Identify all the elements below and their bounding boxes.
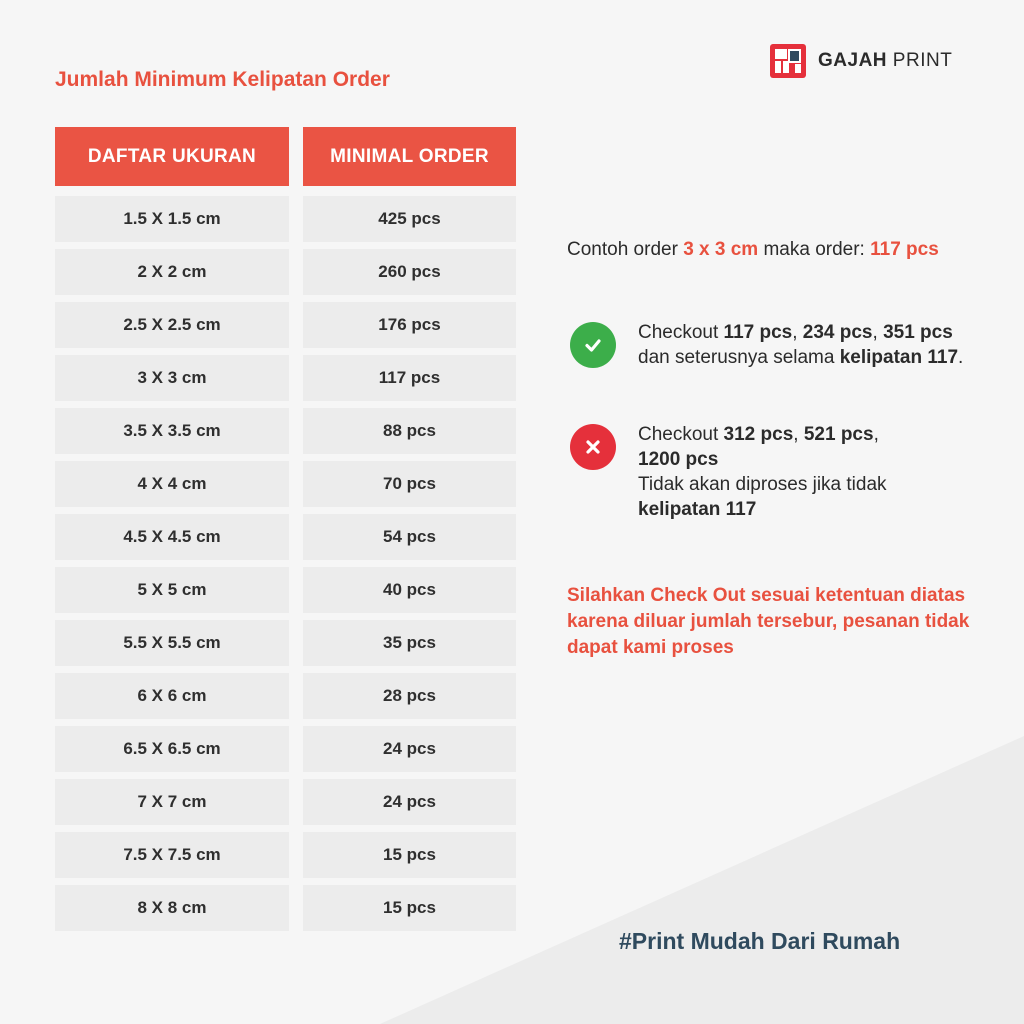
- cell-size: 4.5 X 4.5 cm: [55, 514, 289, 560]
- cell-size: 5 X 5 cm: [55, 567, 289, 613]
- table-row: [55, 726, 516, 772]
- allowed-rule-text: Checkout 117 pcs, 234 pcs, 351 pcs dan seterusnya selama kelipatan 117.: [638, 322, 964, 368]
- table-row: [55, 779, 516, 825]
- cell-min-order: 54 pcs: [303, 514, 516, 560]
- rejected-rule: [570, 422, 970, 522]
- table-row: [55, 885, 516, 931]
- cell-size: 2.5 X 2.5 cm: [55, 302, 289, 348]
- size-table: [55, 127, 516, 938]
- table-row: [55, 514, 516, 560]
- cell-min-order: 15 pcs: [303, 885, 516, 931]
- header-size: DAFTAR UKURAN: [55, 127, 289, 186]
- table-header: [55, 127, 516, 186]
- cell-size: 2 X 2 cm: [55, 249, 289, 295]
- table-row: [55, 832, 516, 878]
- close-icon: [570, 424, 616, 470]
- cell-min-order: 28 pcs: [303, 673, 516, 719]
- table-row: [55, 408, 516, 454]
- cell-size: 6.5 X 6.5 cm: [55, 726, 289, 772]
- cell-size: 7.5 X 7.5 cm: [55, 832, 289, 878]
- check-icon: [570, 322, 616, 368]
- hashtag: #Print Mudah Dari Rumah: [619, 928, 901, 954]
- cell-min-order: 260 pcs: [303, 249, 516, 295]
- cell-min-order: 24 pcs: [303, 726, 516, 772]
- table-row: [55, 620, 516, 666]
- cell-size: 6 X 6 cm: [55, 673, 289, 719]
- cell-size: 4 X 4 cm: [55, 461, 289, 507]
- table-row: [55, 196, 516, 242]
- cell-min-order: 70 pcs: [303, 461, 516, 507]
- table-row: [55, 461, 516, 507]
- checkout-notice: Silahkan Check Out sesuai ketentuan diatas karena diluar jumlah tersebur, pesanan tidak dapat kami proses: [567, 585, 970, 658]
- table-row: [55, 249, 516, 295]
- elephant-logo-icon: [770, 44, 806, 78]
- cell-min-order: 88 pcs: [303, 408, 516, 454]
- table-row: [55, 355, 516, 401]
- cell-size: 8 X 8 cm: [55, 885, 289, 931]
- page-title: Jumlah Minimum Kelipatan Order: [55, 68, 390, 91]
- cell-size: 3.5 X 3.5 cm: [55, 408, 289, 454]
- cell-size: 1.5 X 1.5 cm: [55, 196, 289, 242]
- table-row: [55, 567, 516, 613]
- cell-min-order: 35 pcs: [303, 620, 516, 666]
- rejected-rule-text: Checkout 312 pcs, 521 pcs, 1200 pcs Tidak akan diproses jika tidak kelipatan 117: [638, 424, 887, 520]
- cell-size: 7 X 7 cm: [55, 779, 289, 825]
- cell-size: 5.5 X 5.5 cm: [55, 620, 289, 666]
- allowed-rule: [570, 320, 970, 370]
- brand: [770, 44, 952, 78]
- header-min-order: MINIMAL ORDER: [303, 127, 516, 186]
- table-row: [55, 302, 516, 348]
- cell-min-order: 176 pcs: [303, 302, 516, 348]
- cell-min-order: 117 pcs: [303, 355, 516, 401]
- cell-min-order: 40 pcs: [303, 567, 516, 613]
- brand-name: GAJAH PRINT: [818, 50, 953, 71]
- table-row: [55, 673, 516, 719]
- cell-min-order: 24 pcs: [303, 779, 516, 825]
- order-example: Contoh order 3 x 3 cm maka order: 117 pcs: [567, 239, 939, 260]
- cell-min-order: 425 pcs: [303, 196, 516, 242]
- cell-min-order: 15 pcs: [303, 832, 516, 878]
- cell-size: 3 X 3 cm: [55, 355, 289, 401]
